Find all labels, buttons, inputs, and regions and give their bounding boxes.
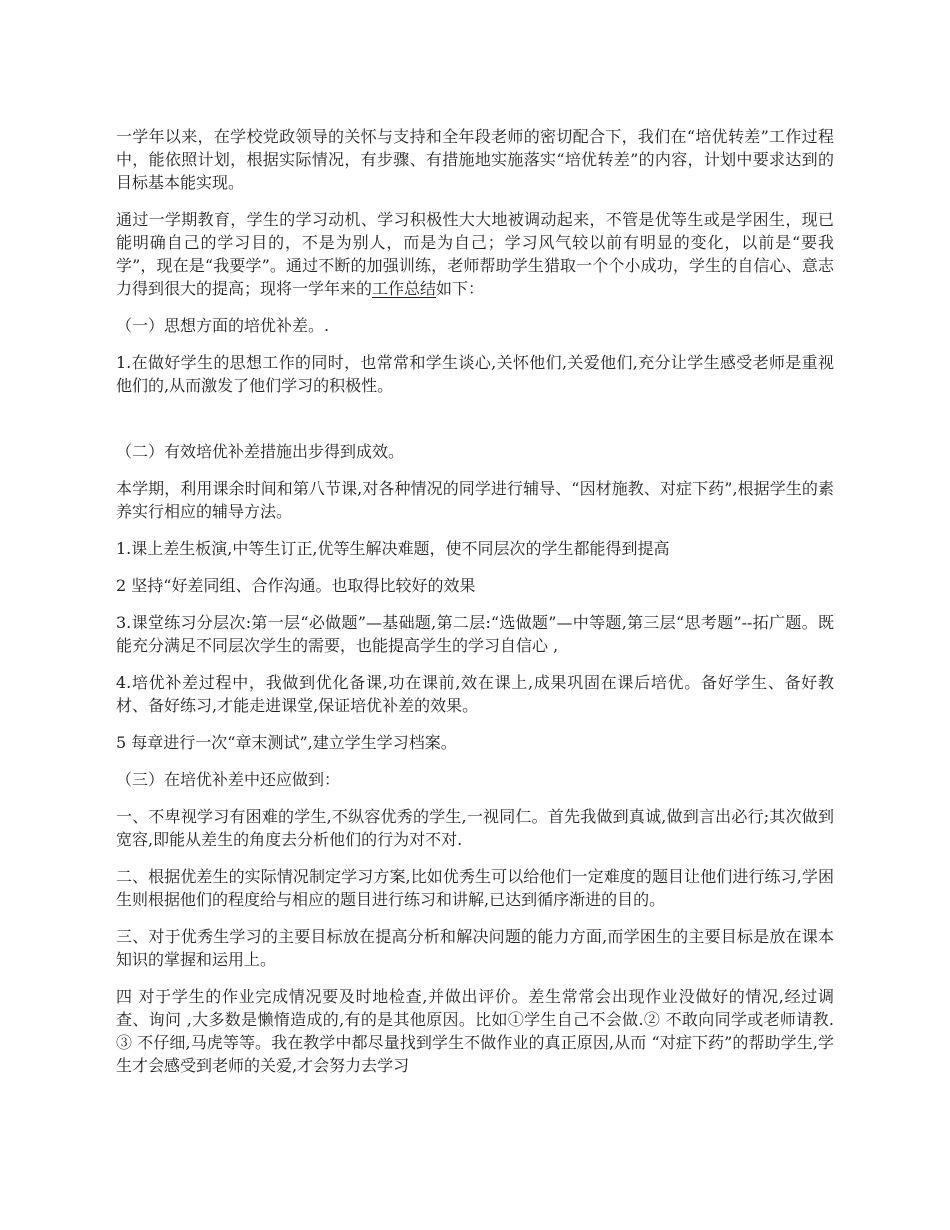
measure-4: 4.培优补差过程中，我做到优化备课,功在课前,效在课上,成果巩固在课后培优。备好学生、备好教材、备好练习,才能走进课堂,保证培优补差的效果。 <box>116 673 834 715</box>
blank-line <box>116 411 834 440</box>
measure-3: 3.课堂练习分层次:第一层“必做题”—基础题,第二层:“选做题”—中等题,第三层“思考题”--拓广题。既能充分满足不同层次学生的需要，也能提高学生的学习自信心 , <box>116 613 834 655</box>
intro-paragraph: 一学年以来，在学校党政领导的关怀与支持和全年段老师的密切配合下，我们在“培优转差”工作过程中，能依照计划，根据实际情况，有步骤、有措施地实施落实“培优转差”的内容，计划中要求达到的目标基本能实现。 <box>116 127 834 192</box>
section-heading-3: （三）在培优补差中还应做到： <box>116 770 341 789</box>
thought-work-paragraph: 1.在做好学生的思想工作的同时，也常常和学生谈心,关怀他们,关爱他们,充分让学生感受老师是重视他们的,从而激发了他们学习的积极性。 <box>116 353 834 395</box>
summary-paragraph <box>116 208 834 300</box>
measure-5: 5 每章进行一次“章末测试”,建立学生学习档案。 <box>116 733 457 752</box>
measure-1: 1.课上差生板演,中等生订正,优等生解决难题，使不同层次的学生都能得到提高 <box>116 539 670 558</box>
section-heading-2: （二）有效培优补差措施出步得到成效。 <box>116 442 405 461</box>
measure-2: 2 坚持“好差同组、合作沟通。也取得比较好的效果 <box>116 576 476 595</box>
principle-1: 一、不卑视学习有困难的学生,不纵容优秀的学生,一视同仁。首先我做到真诚,做到言出必行;其次做到宽容,即能从差生的角度去分析他们的行为对不对. <box>116 807 834 849</box>
semester-paragraph: 本学期，利用课余时间和第八节课,对各种情况的同学进行辅导、“因材施教、对症下药”,根据学生的素养实行相应的辅导方法。 <box>116 479 834 521</box>
summary-text: 通过一学期教育，学生的学习动机、学习积极性大大地被调动起来，不管是优等生或是学困生，现已能明确自己的学习目的，不是为别人，而是为自己；学习风气较以前有明显的变化，以前是“要我学”，现在是“我要学”。通过不断的加强训练，老师帮助学生猎取一个个小成功，学生的自信心、意志力得到很大的提高；现将一学年来的 <box>116 210 834 298</box>
section-heading-1: （一）思想方面的培优补差。. <box>116 316 330 335</box>
principle-4: 四 对于学生的作业完成情况要及时地检查,并做出评价。差生常常会出现作业没做好的情况,经过调查、询问 ,大多数是懒惰造成的,有的是其他原因。比如①学生自己不会做.② 不敢向同学或老师请教.③ 不仔细,马虎等等。我在教学中都尽量找到学生不做作业的真正原因,从而 “对症下药”的帮助学生,学生才会感受到老师的关爱,才会努力去学习 <box>116 987 834 1075</box>
principle-3: 三、对于优秀生学习的主要目标放在提高分析和解决问题的能力方面,而学困生的主要目标是放在课本知识的掌握和运用上。 <box>116 927 834 969</box>
principle-2: 二、根据优差生的实际情况制定学习方案,比如优秀生可以给他们一定难度的题目让他们进行练习,学困生则根据他们的程度给与相应的题目进行练习和讲解,已达到循序渐进的目的。 <box>116 867 834 909</box>
work-summary-link[interactable]: 工作总结 <box>372 279 437 298</box>
summary-text-end: 如下： <box>436 279 485 298</box>
